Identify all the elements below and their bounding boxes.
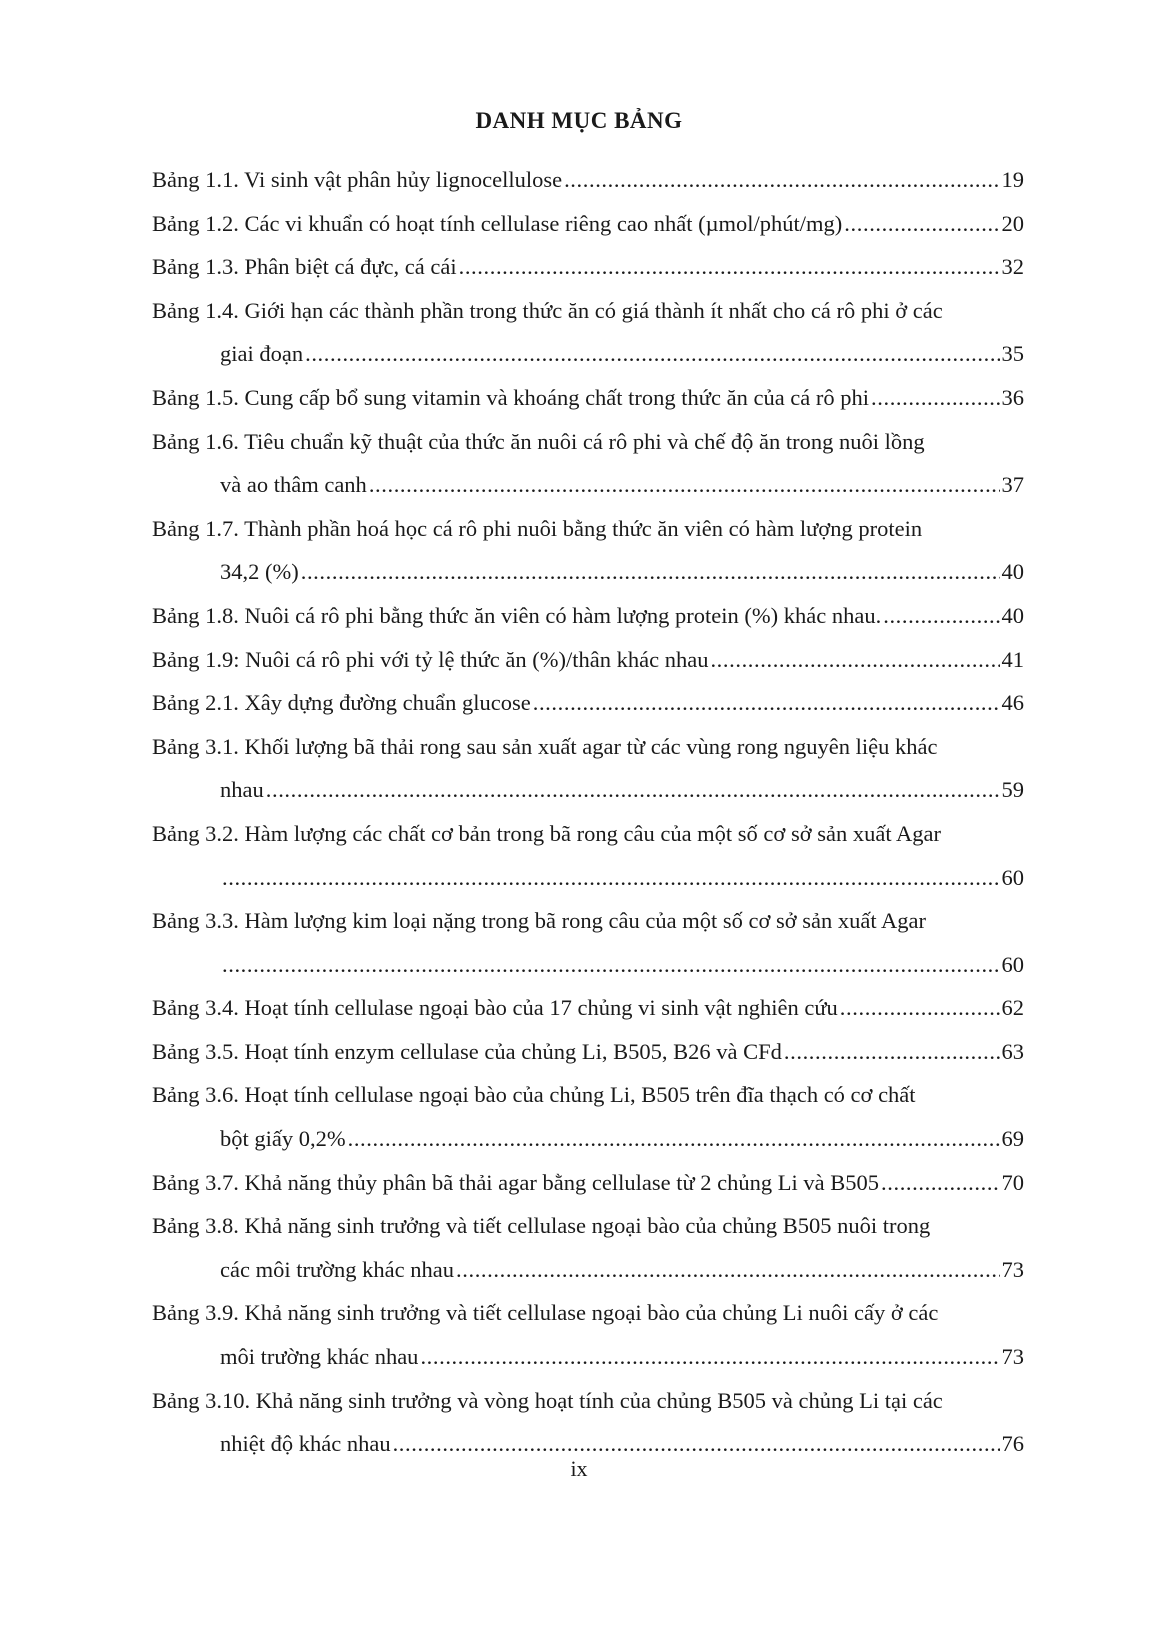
entry-page-number: 40 — [1001, 559, 1024, 585]
table-list-item[interactable] — [152, 245, 1024, 289]
page-number: ix — [570, 1456, 588, 1481]
entry-page-number: 37 — [1001, 472, 1024, 498]
entry-page-number: 60 — [1001, 864, 1024, 890]
entry-title: Bảng 2.1. Xây dựng đường chuẩn glucose — [152, 690, 531, 716]
entry-page-number: 63 — [1001, 1038, 1024, 1064]
entry-page-number: 40 — [1001, 602, 1024, 628]
entry-title: Bảng 3.3. Hàm lượng kim loại nặng trong bã rong câu của một số cơ sở sản xuất Agar — [152, 908, 926, 934]
dot-leader — [840, 986, 1000, 1030]
table-list-item[interactable] — [152, 1291, 1024, 1378]
table-list-item[interactable] — [152, 1379, 1024, 1466]
dot-leader — [369, 463, 1000, 507]
entry-title: Bảng 3.4. Hoạt tính cellulase ngoại bào của 17 chủng vi sinh vật nghiên cứu — [152, 995, 838, 1021]
entry-title: Bảng 3.5. Hoạt tính enzym cellulase của chủng Li, B505, B26 và CFd — [152, 1038, 782, 1064]
entry-page-number: 19 — [1001, 167, 1024, 192]
entry-title: Bảng 1.3. Phân biệt cá đực, cá cái — [152, 254, 457, 280]
table-list-item[interactable] — [152, 725, 1024, 812]
dot-leader — [564, 158, 999, 202]
page-title: DANH MỤC BẢNG — [475, 108, 683, 133]
table-list-item[interactable] — [152, 638, 1024, 682]
entry-title: Bảng 3.9. Khả năng sinh trưởng và tiết cellulase ngoại bào của chủng Li nuôi cấy ở các — [152, 1300, 939, 1326]
table-list-item[interactable] — [152, 1161, 1024, 1205]
entry-page-number: 36 — [1001, 384, 1024, 410]
entry-title-continuation: môi trường khác nhau — [220, 1344, 419, 1370]
entry-title: Bảng 1.5. Cung cấp bổ sung vitamin và khoáng chất trong thức ăn của cá rô phi — [152, 384, 870, 410]
entry-title-continuation: nhau — [220, 777, 264, 803]
entry-title-continuation: giai đoạn — [220, 341, 304, 367]
entry-title-continuation: và ao thâm canh — [220, 472, 367, 498]
entry-page-number: 62 — [1001, 995, 1024, 1021]
dot-leader — [881, 1161, 999, 1205]
dot-leader — [533, 681, 1000, 725]
entry-title: Bảng 1.6. Tiêu chuẩn kỹ thuật của thức ăn nuôi cá rô phi và chế độ ăn trong nuôi lồng — [152, 428, 925, 454]
entry-page-number: 60 — [1001, 951, 1024, 977]
entry-page-number: 35 — [1001, 341, 1024, 367]
table-list-item[interactable] — [152, 594, 1024, 638]
entry-page-number: 69 — [1001, 1126, 1024, 1152]
dot-leader — [844, 202, 999, 246]
entry-title-continuation: 34,2 (%) — [220, 559, 299, 585]
dot-leader — [301, 550, 1000, 594]
dot-leader — [456, 1248, 999, 1292]
table-list-item[interactable] — [152, 681, 1024, 725]
dot-leader — [883, 594, 999, 638]
table-list-item[interactable] — [152, 158, 1024, 202]
dot-leader — [871, 376, 999, 420]
dot-leader — [305, 332, 999, 376]
entry-title: Bảng 3.2. Hàm lượng các chất cơ bản trong bã rong câu của một số cơ sở sản xuất Agar — [152, 820, 941, 846]
entry-page-number: 20 — [1001, 210, 1024, 236]
table-list-item[interactable] — [152, 899, 1024, 986]
entry-title-continuation: nhiệt độ khác nhau — [220, 1431, 391, 1457]
dot-leader — [710, 638, 999, 682]
table-list-item[interactable] — [152, 420, 1024, 507]
entry-title: Bảng 3.8. Khả năng sinh trưởng và tiết cellulase ngoại bào của chủng B505 nuôi trong — [152, 1213, 931, 1239]
entry-title: Bảng 1.1. Vi sinh vật phân hủy lignocellulose — [152, 167, 563, 192]
dot-leader — [222, 856, 1000, 900]
dot-leader — [222, 943, 1000, 987]
table-list-item[interactable] — [152, 289, 1024, 376]
entry-page-number: 32 — [1001, 254, 1024, 280]
dot-leader — [420, 1335, 999, 1379]
table-list-item[interactable] — [152, 376, 1024, 420]
entry-page-number: 46 — [1001, 690, 1024, 716]
table-list-item[interactable] — [152, 507, 1024, 594]
table-list — [152, 158, 1024, 1466]
table-list-item[interactable] — [152, 1204, 1024, 1291]
entry-page-number: 73 — [1001, 1344, 1024, 1370]
entry-title: Bảng 1.4. Giới hạn các thành phần trong thức ăn có giá thành ít nhất cho cá rô phi ở các — [152, 297, 943, 323]
entry-page-number: 59 — [1001, 777, 1024, 803]
entry-title: Bảng 3.7. Khả năng thủy phân bã thải agar bằng cellulase từ 2 chủng Li và B505 — [152, 1169, 880, 1195]
entry-title: Bảng 3.1. Khối lượng bã thải rong sau sản xuất agar từ các vùng rong nguyên liệu khác — [152, 733, 938, 759]
entry-page-number: 41 — [1001, 646, 1024, 672]
table-list-item[interactable] — [152, 202, 1024, 246]
table-list-item[interactable] — [152, 1073, 1024, 1160]
table-list-item[interactable] — [152, 986, 1024, 1030]
entry-page-number: 76 — [1001, 1431, 1024, 1457]
entry-page-number: 73 — [1001, 1256, 1024, 1282]
entry-title: Bảng 1.7. Thành phần hoá học cá rô phi nuôi bằng thức ăn viên có hàm lượng protein — [152, 515, 923, 541]
table-list-item[interactable] — [152, 1030, 1024, 1074]
entry-title-continuation: các môi trường khác nhau — [220, 1256, 455, 1282]
entry-page-number: 70 — [1001, 1169, 1024, 1195]
dot-leader — [784, 1030, 1000, 1074]
dot-leader — [266, 768, 1000, 812]
entry-title: Bảng 1.8. Nuôi cá rô phi bằng thức ăn viên có hàm lượng protein (%) khác nhau. — [152, 602, 882, 628]
entry-title: Bảng 1.9: Nuôi cá rô phi với tỷ lệ thức ăn (%)/thân khác nhau — [152, 646, 709, 672]
entry-title: Bảng 3.6. Hoạt tính cellulase ngoại bào của chủng Li, B505 trên đĩa thạch có cơ chất — [152, 1082, 916, 1108]
entry-title-continuation: bột giấy 0,2% — [220, 1126, 346, 1152]
entry-title: Bảng 1.2. Các vi khuẩn có hoạt tính cellulase riêng cao nhất (µmol/phút/mg) — [152, 210, 843, 236]
entry-title: Bảng 3.10. Khả năng sinh trưởng và vòng hoạt tính của chủng B505 và chủng Li tại các — [152, 1387, 943, 1413]
dot-leader — [348, 1117, 1000, 1161]
dot-leader — [459, 245, 1000, 289]
table-list-item[interactable] — [152, 812, 1024, 899]
